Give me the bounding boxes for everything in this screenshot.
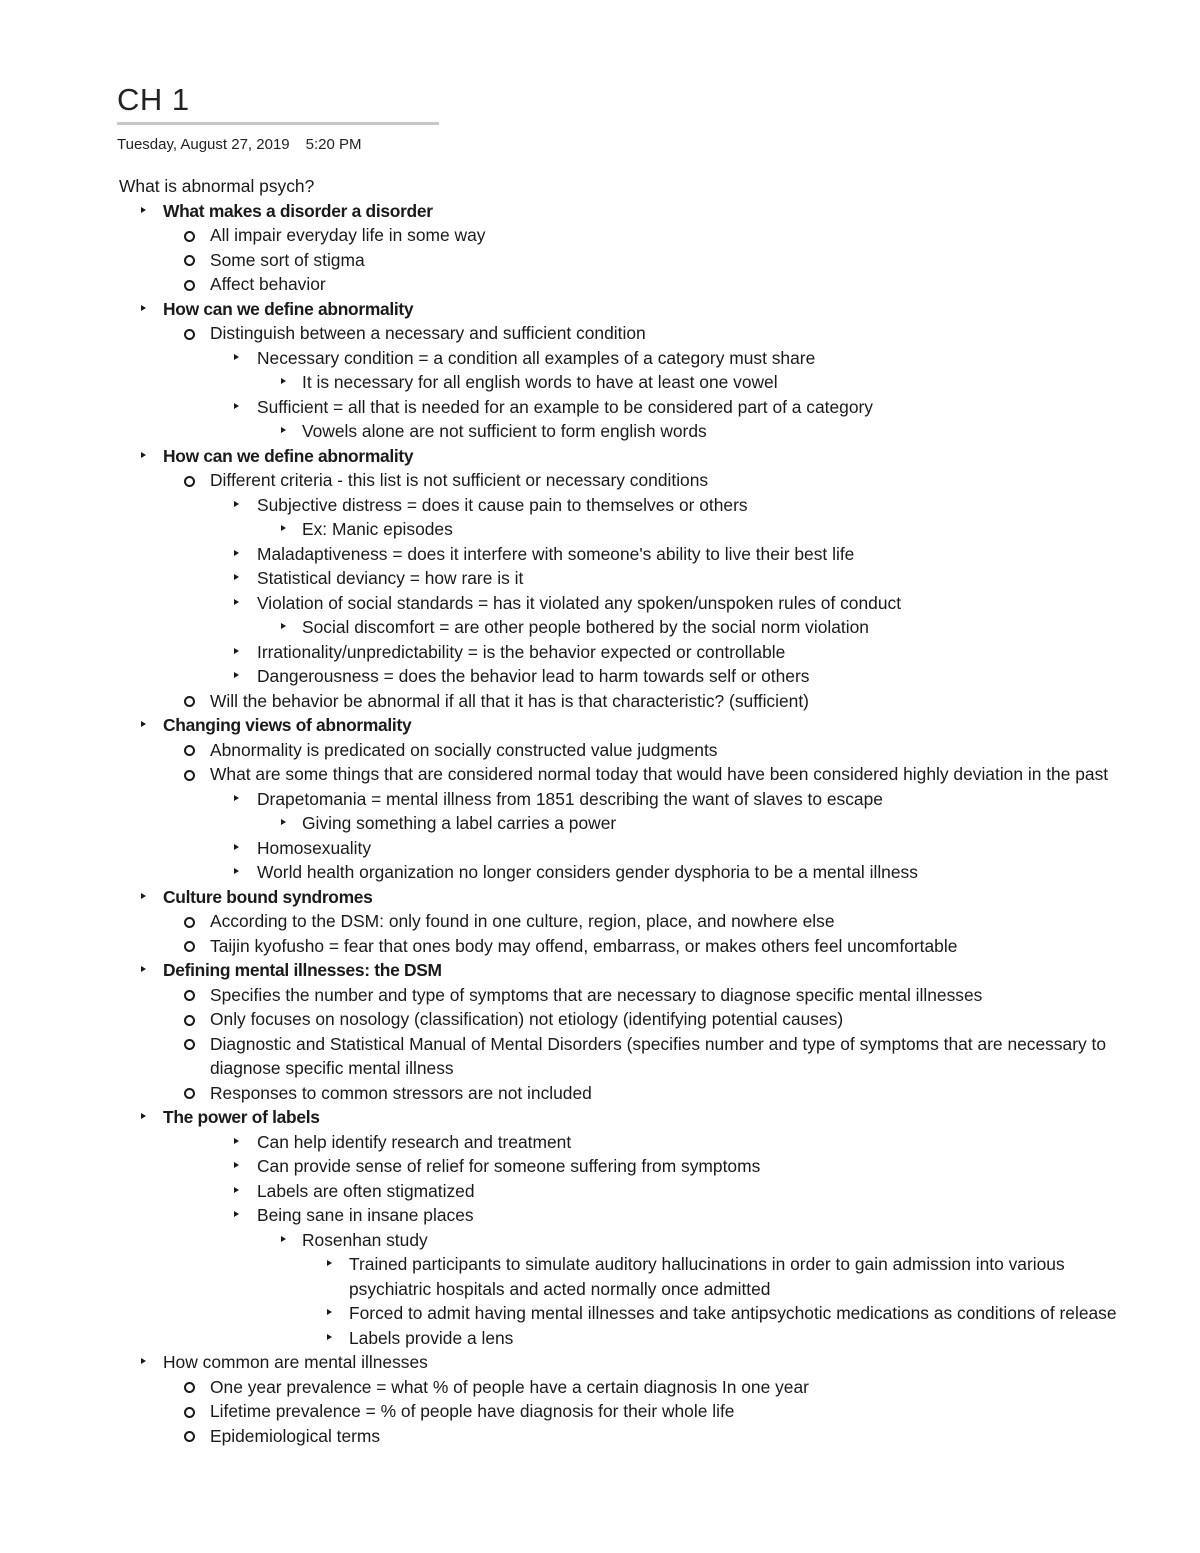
- list-item-text: What are some things that are considered normal today that would have been considered highly deviation in the past: [210, 764, 1109, 784]
- list-item-text: Subjective distress = does it cause pain to themselves or others: [257, 494, 748, 515]
- list-item-text: Diagnostic and Statistical Manual of Mental Disorders (specifies number and type of symptoms that are necessary to diagnose specific mental illness: [210, 1033, 1107, 1078]
- list-item-text: Drapetomania = mental illness from 1851 describing the want of slaves to escape: [257, 788, 883, 809]
- list-item-text: Sufficient = all that is needed for an example to be considered part of a category: [257, 396, 873, 417]
- list-item-text: According to the DSM: only found in one culture, region, place, and nowhere else: [210, 911, 835, 931]
- list-item: [0, 664, 1123, 689]
- list-item-text: Defining mental illnesses: the DSM: [163, 960, 442, 980]
- list-item-text: Distinguish between a necessary and sufficient condition: [210, 323, 646, 343]
- list-item-text: World health organization no longer considers gender dysphoria to be a mental illness: [257, 862, 918, 882]
- list-item-text: Specifies the number and type of symptoms that are necessary to diagnose specific mental illnesses: [210, 984, 983, 1005]
- note-date: Tuesday, August 27, 2019: [117, 136, 290, 153]
- list-item-text: Epidemiological terms: [210, 1425, 381, 1446]
- list-item-text: Social discomfort = are other people bothered by the social norm violation: [302, 617, 869, 637]
- list-item-text: Responses to common stressors are not included: [210, 1082, 592, 1103]
- list-item-text: Giving something a label carries a power: [302, 813, 617, 833]
- list-item: [0, 934, 1123, 959]
- list-item-text: What makes a disorder a disorder: [163, 200, 433, 221]
- list-item-text: Maladaptiveness = does it interfere with someone's ability to live their best life: [257, 543, 855, 564]
- list-item: [0, 983, 1123, 1008]
- list-item-text: One year prevalence = what % of people have a certain diagnosis In one year: [210, 1376, 809, 1397]
- section-heading: [0, 444, 1123, 469]
- list-item: [0, 615, 1123, 640]
- list-item: [0, 542, 1123, 567]
- list-item-text: How can we define abnormality: [163, 298, 414, 319]
- list-item-text: It is necessary for all english words to have at least one vowel: [302, 372, 778, 392]
- list-item: [0, 517, 1123, 542]
- list-item-text: Rosenhan study: [302, 1229, 428, 1250]
- list-item: [0, 223, 1123, 248]
- list-item-text: All impair everyday life in some way: [210, 225, 486, 245]
- list-item: [0, 395, 1123, 420]
- list-item-text: Labels are often stigmatized: [257, 1180, 475, 1201]
- section-heading: [0, 958, 1123, 983]
- list-item: [0, 1326, 1123, 1351]
- section-heading: [0, 297, 1123, 322]
- list-item: [0, 860, 1123, 885]
- list-item-text: How common are mental illnesses: [163, 1352, 428, 1372]
- intro-question: What is abnormal psych?: [119, 176, 315, 196]
- note-time: 5:20 PM: [305, 136, 362, 153]
- list-item: [0, 811, 1123, 836]
- list-item: [0, 468, 1123, 493]
- list-item: [0, 762, 1123, 787]
- list-item: [0, 640, 1123, 665]
- list-item: [0, 248, 1123, 273]
- list-item-text: Statistical deviancy = how rare is it: [257, 568, 524, 588]
- list-item: [0, 909, 1123, 934]
- list-item-text: Changing views of abnormality: [163, 715, 412, 735]
- list-item-text: Trained participants to simulate auditory hallucinations in order to gain admission into various psychiatric hospitals and acted normally once admitted: [349, 1254, 1065, 1299]
- list-item-text: Labels provide a lens: [349, 1327, 514, 1348]
- list-item: [0, 836, 1123, 861]
- list-item-text: Irrationality/unpredictability = is the behavior expected or controllable: [257, 641, 786, 662]
- list-item-text: Affect behavior: [210, 274, 326, 294]
- list-item-text: Violation of social standards = has it violated any spoken/unspoken rules of conduct: [257, 592, 902, 613]
- list-item-text: Necessary condition = a condition all examples of a category must share: [257, 347, 816, 368]
- section-heading: [0, 1105, 1123, 1130]
- list-item: [0, 1399, 1123, 1424]
- list-item-text: Will the behavior be abnormal if all that it has is that characteristic? (sufficient): [210, 690, 809, 711]
- list-item-text: How can we define abnormality: [163, 445, 414, 466]
- list-item-text: Different criteria - this list is not sufficient or necessary conditions: [210, 470, 709, 490]
- list-item-text: Ex: Manic episodes: [302, 519, 453, 539]
- list-item: [0, 493, 1123, 518]
- list-item: [0, 1081, 1123, 1106]
- list-item-text: The power of labels: [163, 1107, 320, 1127]
- list-item-text: Dangerousness = does the behavior lead to harm towards self or others: [257, 666, 810, 686]
- list-item: [0, 1424, 1123, 1449]
- list-item-text: Culture bound syndromes: [163, 886, 373, 907]
- list-item: [0, 1252, 1123, 1301]
- list-item-text: Lifetime prevalence = % of people have diagnosis for their whole life: [210, 1401, 735, 1421]
- list-item: [0, 346, 1123, 371]
- note-outline: [0, 199, 1200, 1449]
- note-timestamp: [117, 136, 362, 153]
- list-item: [0, 1007, 1123, 1032]
- list-item: [0, 272, 1123, 297]
- list-item-text: Some sort of stigma: [210, 249, 365, 270]
- section-heading: [0, 199, 1123, 224]
- list-item-text: Can help identify research and treatment: [257, 1131, 572, 1152]
- list-item: [0, 689, 1123, 714]
- list-item: [0, 1350, 1123, 1375]
- list-item-text: Forced to admit having mental illnesses and take antipsychotic medications as conditions of release: [349, 1303, 1117, 1323]
- list-item-text: Homosexuality: [257, 837, 372, 858]
- section-heading: [0, 713, 1123, 738]
- list-item-text: Vowels alone are not sufficient to form english words: [302, 421, 707, 441]
- list-item: [0, 419, 1123, 444]
- list-item-text: Abnormality is predicated on socially constructed value judgments: [210, 739, 718, 760]
- list-item-text: Taijin kyofusho = fear that ones body may offend, embarrass, or makes others feel uncomfortable: [210, 935, 958, 956]
- list-item: [0, 591, 1123, 616]
- list-item: [0, 1375, 1123, 1400]
- section-heading: [0, 885, 1123, 910]
- list-item: [0, 738, 1123, 763]
- list-item: [0, 566, 1123, 591]
- list-item: [0, 1228, 1123, 1253]
- list-item: [0, 1203, 1123, 1228]
- list-item: [0, 787, 1123, 812]
- list-item: [0, 321, 1123, 346]
- list-item-text: Can provide sense of relief for someone suffering from symptoms: [257, 1156, 761, 1176]
- list-item: [0, 1179, 1123, 1204]
- list-item: [0, 370, 1123, 395]
- list-item-text: Only focuses on nosology (classification) not etiology (identifying potential causes): [210, 1009, 844, 1029]
- list-item: [0, 1301, 1123, 1326]
- page-title: CH 1: [117, 82, 190, 117]
- list-item: [0, 1032, 1123, 1081]
- title-underline: [117, 122, 439, 125]
- list-item: [0, 1154, 1123, 1179]
- list-item-text: Being sane in insane places: [257, 1205, 474, 1225]
- list-item: [0, 1130, 1123, 1155]
